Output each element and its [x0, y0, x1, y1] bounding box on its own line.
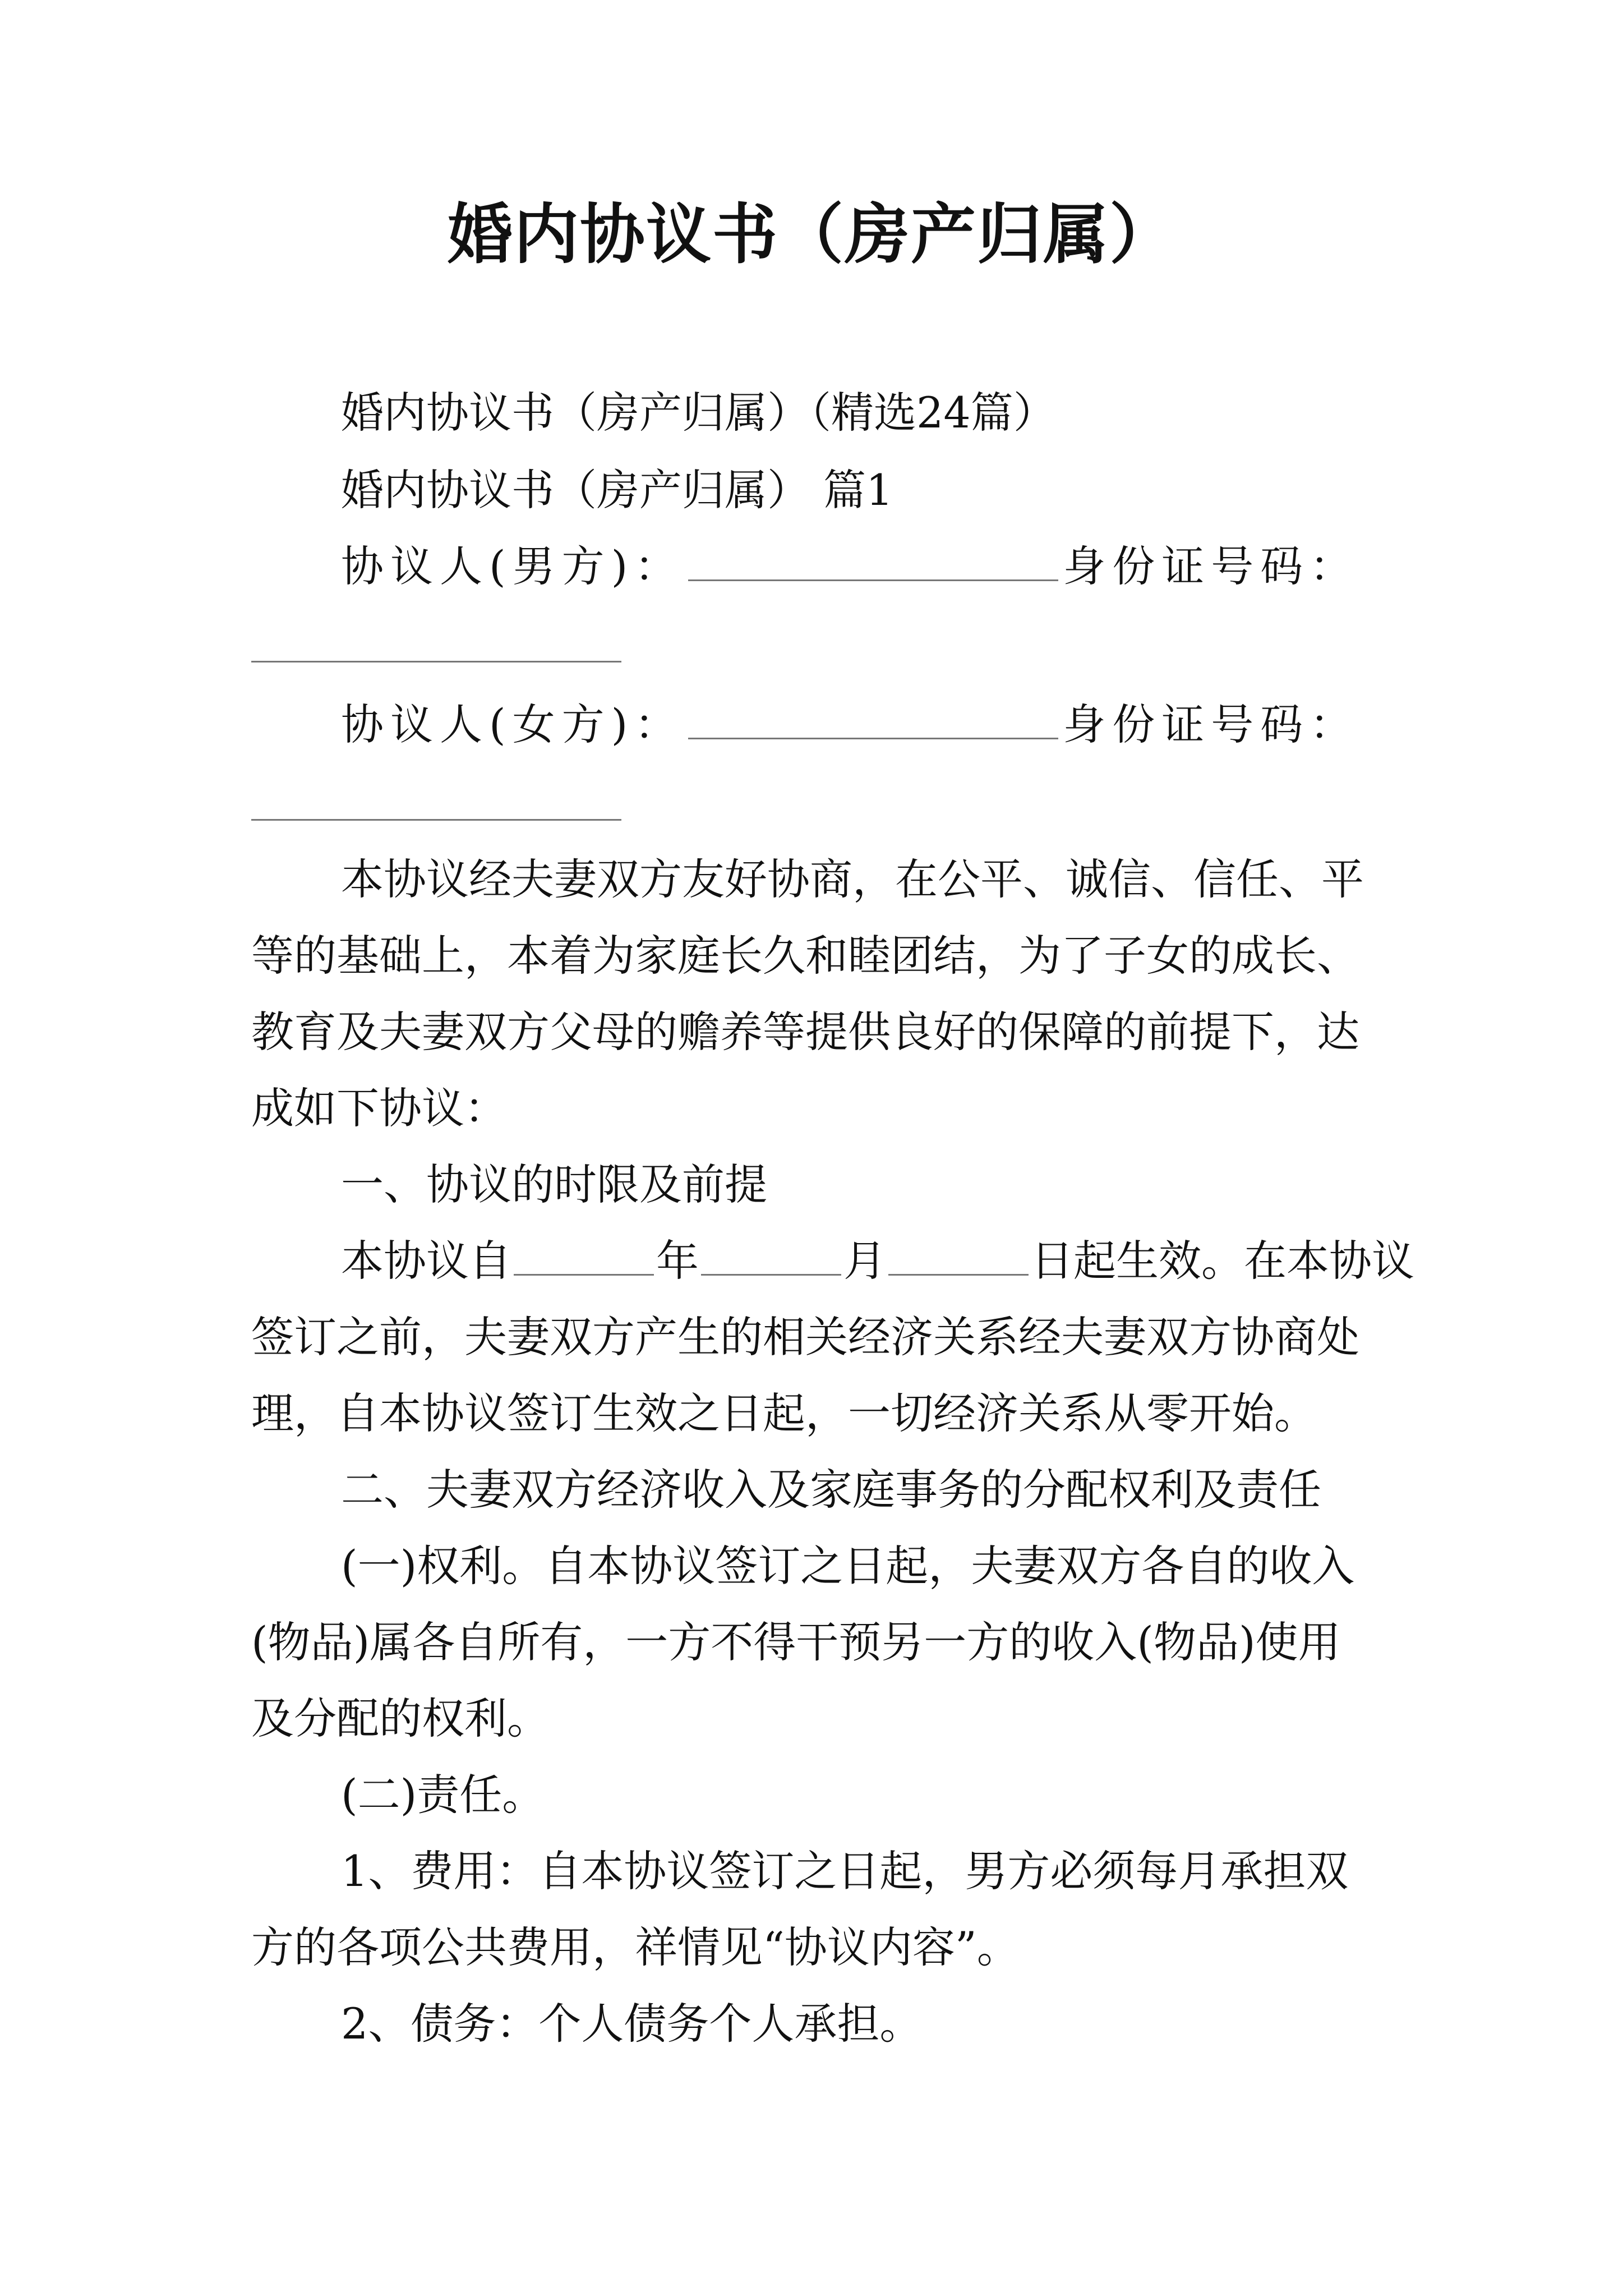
- document-subtitle: 婚内协议书（房产归属）（精选24篇）: [341, 388, 1056, 438]
- debts-line: 2、债务：个人债务个人承担。: [341, 1999, 923, 2049]
- chapter-heading: 婚内协议书（房产归属） 篇1: [341, 465, 893, 515]
- male-party-label: 协议人(男方)：: [341, 541, 684, 591]
- fees-line-2: 方的各项公共费用，祥情见“协议内容”。: [251, 1922, 1020, 1972]
- female-party-line: [341, 700, 1359, 749]
- day-blank: [888, 1273, 1029, 1276]
- male-id-blank: [251, 661, 621, 662]
- intro-line-3: 教育及夫妻双方父母的赡养等提供良好的保障的前提下，达: [251, 1007, 1359, 1057]
- effective-date-rest: 日起生效。在本协议: [1031, 1236, 1414, 1286]
- section-1-line-3: 理，自本协议签订生效之日起，一切经济关系从零开始。: [251, 1388, 1317, 1438]
- year-blank: [514, 1273, 654, 1276]
- section-1-heading: 一、协议的时限及前提: [341, 1159, 767, 1209]
- male-name-blank: [688, 579, 1058, 581]
- female-id-label: 身份证号码：: [1063, 700, 1359, 749]
- document-title: 婚内协议书（房产归属）: [448, 196, 1175, 273]
- section-1-line-2: 签订之前，夫妻双方产生的相关经济关系经夫妻双方协商处: [251, 1312, 1359, 1362]
- rights-line-1: (一)权利。自本协议签订之日起，夫妻双方各自的收入: [341, 1541, 1355, 1591]
- month-label: 月: [843, 1236, 886, 1286]
- duty-heading: (二)责任。: [341, 1770, 545, 1820]
- intro-line-4: 成如下协议：: [251, 1083, 507, 1133]
- fees-line-1: 1、费用：自本协议签订之日起，男方必须每月承担双: [341, 1846, 1349, 1896]
- rights-line-3: 及分配的权利。: [251, 1694, 550, 1743]
- year-label: 年: [656, 1236, 699, 1286]
- section-2-heading: 二、夫妻双方经济收入及家庭事务的分配权利及责任: [341, 1465, 1321, 1515]
- effective-date-start: 本协议自: [341, 1236, 511, 1286]
- female-name-blank: [688, 737, 1058, 739]
- intro-line-2: 等的基础上，本着为家庭长久和睦团结，为了子女的成长、: [251, 931, 1359, 981]
- rights-line-2: (物品)属各自所有，一方不得干预另一方的收入(物品)使用: [251, 1617, 1341, 1667]
- male-party-line: [341, 541, 1359, 591]
- month-blank: [701, 1273, 841, 1276]
- male-id-label: 身份证号码：: [1063, 541, 1359, 591]
- effective-date-line: [341, 1236, 1414, 1286]
- female-party-label: 协议人(女方)：: [341, 700, 684, 749]
- intro-line-1: 本协议经夫妻双方友好协商，在公平、诚信、信任、平: [341, 854, 1364, 904]
- female-id-blank: [251, 819, 621, 821]
